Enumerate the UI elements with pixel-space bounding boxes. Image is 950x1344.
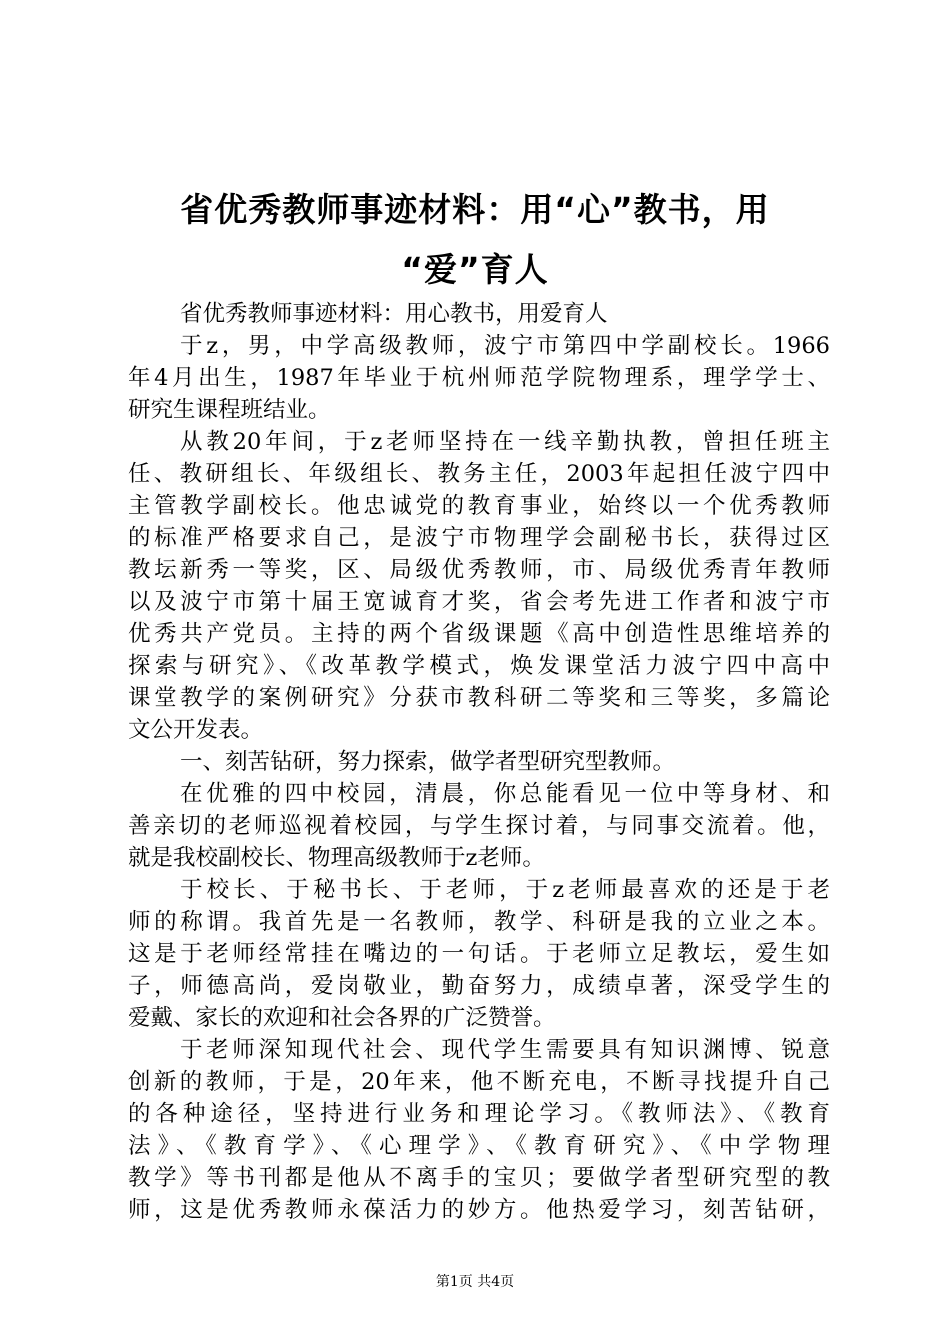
body-line: 任、教研组长、年级组长、教务主任，2003年起担任波宁四中 [128,461,830,487]
body-line: 教坛新秀一等奖，区、局级优秀教师，市、局级优秀青年教师 [128,557,830,583]
body-line: 爱戴、家长的欢迎和社会各界的广泛赞誉。 [128,1005,556,1031]
body-line: 的标准严格要求自己，是波宁市物理学会副秘书长，获得过区 [128,525,830,551]
document-title-line-1: 省优秀教师事迹材料：用“心”教书，用 [180,190,770,229]
body-line: 于z，男，中学高级教师，波宁市第四中学副校长。1966 [180,333,830,359]
body-line: 子，师德高尚，爱岗敬业，勤奋努力，成绩卓著，深受学生的 [128,973,830,999]
body-line: 探索与研究》、《改革教学模式，焕发课堂活力波宁四中高中 [128,653,830,679]
body-line: 文公开发表。 [128,717,264,743]
body-line: 的各种途径，坚持进行业务和理论学习。《教师法》、《教育 [128,1101,830,1127]
body-line: 从教20年间，于z老师坚持在一线辛勤执教，曾担任班主 [180,429,830,455]
section-heading: 一、刻苦钻研，努力探索，做学者型研究型教师。 [180,749,676,775]
body-line: 主管教学副校长。他忠诚党的教育事业，始终以一个优秀教师 [128,493,830,519]
body-line: 研究生课程班结业。 [128,397,331,423]
body-line: 以及波宁市第十届王宽诚育才奖，省会考先进工作者和波宁市 [128,589,830,615]
body-line: 这是于老师经常挂在嘴边的一句话。于老师立足教坛，爱生如 [128,941,830,967]
document-title-line-2: “爱”育人 [401,250,549,289]
page-footer: 第1页 共4页 [435,1274,515,1290]
subtitle-line: 省优秀教师事迹材料：用心教书，用爱育人 [180,301,608,327]
body-line: 年4月出生，1987年毕业于杭州师范学院物理系，理学学士、 [128,365,830,391]
body-line: 善亲切的老师巡视着校园，与学生探讨着，与同事交流着。他， [128,813,830,839]
body-line: 教学》等书刊都是他从不离手的宝贝；要做学者型研究型的教 [128,1165,830,1191]
body-line: 于校长、于秘书长、于老师，于z老师最喜欢的还是于老 [180,877,830,903]
body-line: 师的称谓。我首先是一名教师，教学、科研是我的立业之本。 [128,909,830,935]
body-line: 在优雅的四中校园，清晨，你总能看见一位中等身材、和 [180,781,830,807]
body-line: 师，这是优秀教师永葆活力的妙方。他热爱学习，刻苦钻研， [128,1197,830,1223]
body-line: 创新的教师，于是，20年来，他不断充电，不断寻找提升自己 [128,1069,830,1095]
body-line: 就是我校副校长、物理高级教师于z老师。 [128,845,545,871]
body-line: 优秀共产党员。主持的两个省级课题《高中创造性思维培养的 [128,621,830,647]
body-line: 法》、《教育学》、《心理学》、《教育研究》、《中学物理 [128,1133,830,1159]
body-line: 于老师深知现代社会、现代学生需要具有知识渊博、锐意 [180,1037,830,1063]
body-line: 课堂教学的案例研究》分获市教科研二等奖和三等奖，多篇论 [128,685,830,711]
